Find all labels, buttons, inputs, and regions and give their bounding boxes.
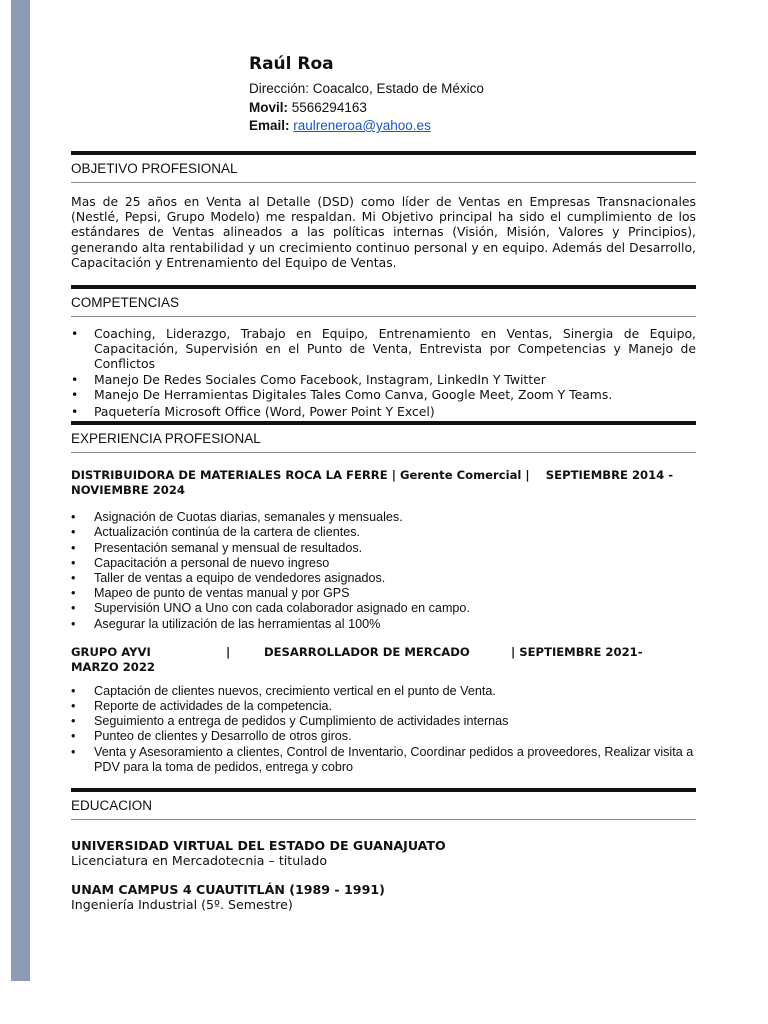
- list-item: • Seguimiento a entrega de pedidos y Cumplimiento de actividades internas: [71, 714, 696, 729]
- list-item: • Taller de ventas a equipo de vendedores asignados.: [71, 571, 696, 586]
- job-dates-end: MARZO 2022: [71, 659, 156, 674]
- job-heading-dates: NOVIEMBRE 2024: [71, 482, 185, 497]
- list-item: • Venta y Asesoramiento a clientes, Control de Inventario, Coordinar pedidos a proveedores, Realizar visita a PDV para la toma de pedidos, entrega y cobro: [71, 745, 696, 775]
- job-duties-list: [71, 684, 696, 775]
- list-item: • Captación de clientes nuevos, crecimiento vertical en el punto de Venta.: [71, 684, 696, 699]
- list-item: • Manejo De Herramientas Digitales Tales Como Canva, Google Meet, Zoom Y Teams.: [71, 387, 696, 402]
- experience-title: EXPERIENCIA PROFESIONAL: [71, 431, 261, 446]
- competencies-section: [71, 285, 696, 419]
- education-entry: [71, 882, 696, 912]
- competencies-title: COMPETENCIAS: [71, 295, 180, 310]
- list-item: • Paquetería Microsoft Office (Word, Power Point Y Excel): [71, 404, 696, 419]
- list-item: • Asegurar la utilización de las herramientas al 100%: [71, 617, 696, 632]
- list-item: • Mapeo de punto de ventas manual y por GPS: [71, 586, 696, 601]
- phone-line: [249, 99, 484, 118]
- job-duties-list: [71, 510, 696, 632]
- education-degree: Licenciatura en Mercadotecnia – titulado: [71, 853, 328, 868]
- list-item: • Asignación de Cuotas diarias, semanales y mensuales.: [71, 510, 696, 525]
- list-item: • Manejo De Redes Sociales Como Facebook, Instagram, LinkedIn Y Twitter: [71, 372, 696, 387]
- experience-section: [71, 421, 696, 775]
- section-rule-thin: [71, 182, 696, 183]
- objective-section: [71, 151, 696, 270]
- list-item: • Reporte de actividades de la competencia.: [71, 699, 696, 714]
- section-rule-thin: [71, 819, 696, 820]
- education-school: UNIVERSIDAD VIRTUAL DEL ESTADO DE GUANAJUATO: [71, 838, 446, 853]
- education-degree: Ingeniería Industrial (5º. Semestre): [71, 897, 293, 912]
- objective-title: OBJETIVO PROFESIONAL: [71, 161, 238, 176]
- list-item: • Presentación semanal y mensual de resultados.: [71, 541, 696, 556]
- list-item: • Actualización continúa de la cartera de clientes.: [71, 525, 696, 540]
- list-item: • Capacitación a personal de nuevo ingreso: [71, 556, 696, 571]
- job-heading: [71, 468, 696, 497]
- section-rule-thin: [71, 452, 696, 453]
- list-item: • Punteo de clientes y Desarrollo de otros giros.: [71, 729, 696, 744]
- phone-label: Movil:: [249, 99, 288, 115]
- job-heading: [71, 645, 696, 675]
- phone-number: 5566294163: [291, 99, 367, 115]
- education-entry: [71, 838, 696, 868]
- job-separator: |: [226, 644, 231, 659]
- job-role: DESARROLLADOR DE MERCADO: [264, 644, 470, 659]
- list-item: • Supervisión UNO a Uno con cada colaborador asignado en campo.: [71, 601, 696, 616]
- resume-header: [249, 54, 484, 136]
- job-heading-line: DISTRIBUIDORA DE MATERIALES ROCA LA FERRE | Gerente Comercial | SEPTIEMBRE 2014 -: [71, 468, 674, 482]
- job-company: GRUPO AYVI: [71, 644, 151, 659]
- email-label: Email:: [249, 118, 290, 133]
- education-title: EDUCACION: [71, 798, 153, 813]
- competencies-list: [71, 326, 696, 419]
- sidebar-stripe: [11, 0, 30, 981]
- job-dates-start: | SEPTIEMBRE 2021-: [511, 644, 643, 659]
- objective-text: Mas de 25 años en Venta al Detalle (DSD) como líder de Ventas en Empresas Transnacionales (Nestlé, Pepsi, Grupo Modelo) me respaldan. Mi Objetivo principal ha sido el cumplimiento de los estándares de Ventas alineados a las políticas internas (Visión, Misión, Valores y Principios), generando alta rentabilidad y un crecimiento continuo personal y en equipo. Además del Desarrollo, Capacitación y Entrenamiento del Equipo de Ventas.: [71, 194, 696, 270]
- candidate-name: Raúl Roa: [249, 54, 334, 74]
- education-school: UNAM CAMPUS 4 CUAUTITLÁN (1989 - 1991): [71, 882, 385, 897]
- list-item: • Coaching, Liderazgo, Trabajo en Equipo, Entrenamiento en Ventas, Sinergia de Equipo, Capacitación, Supervisión en el Punto de Venta, Entrevista por Competencias y Manejo de Conflictos: [71, 326, 696, 372]
- email-link[interactable]: raulreneroa@yahoo.es: [293, 118, 431, 133]
- address-line: Dirección: Coacalco, Estado de México: [249, 81, 484, 96]
- email-line: [249, 117, 484, 136]
- section-rule-thin: [71, 316, 696, 317]
- education-section: [71, 788, 696, 912]
